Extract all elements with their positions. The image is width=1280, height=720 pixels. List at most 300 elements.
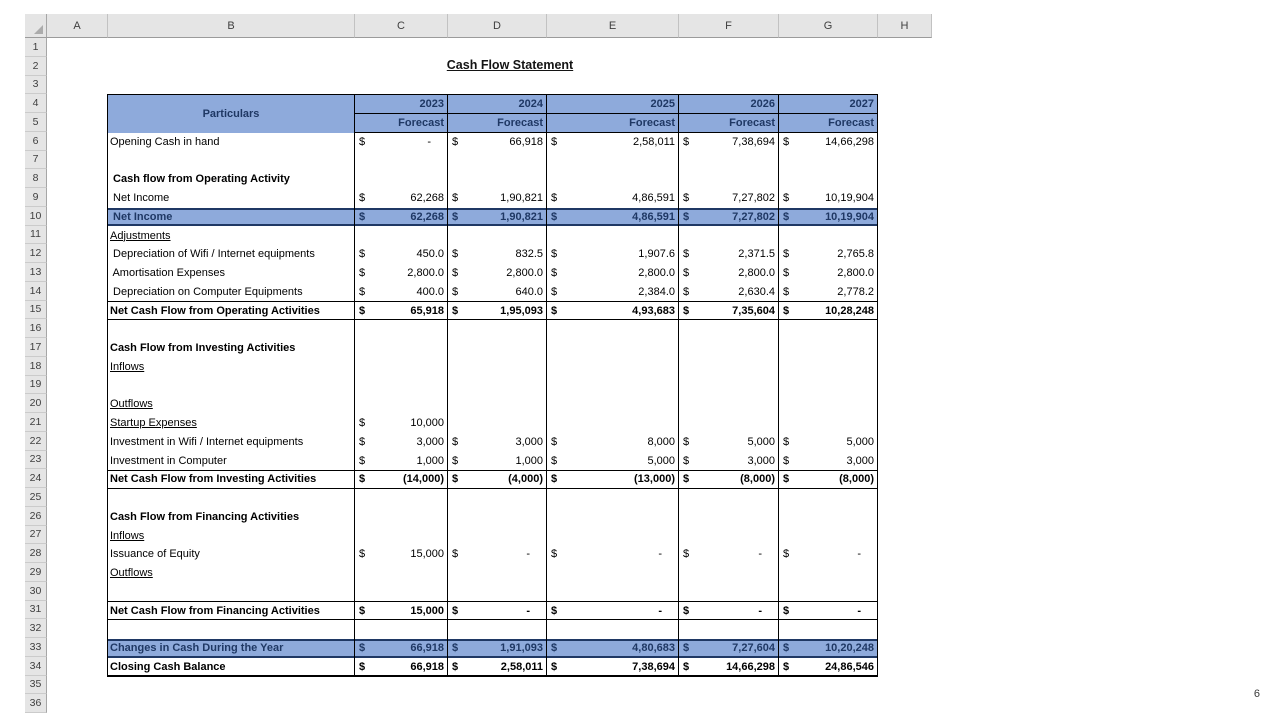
dollar-sign: $ — [452, 192, 459, 205]
dollar-sign: $ — [683, 548, 690, 561]
row-header-21[interactable]: 21 — [25, 413, 47, 432]
cell-value: - — [758, 548, 762, 561]
cell-B6[interactable]: Opening Cash in hand — [110, 135, 220, 148]
cell-F11[interactable] — [678, 226, 778, 245]
cell-value: 5,000 — [747, 435, 775, 448]
cell-E11[interactable] — [546, 226, 678, 245]
cell-C19[interactable] — [354, 376, 447, 395]
cell-D11[interactable] — [447, 226, 546, 245]
row-header-17[interactable]: 17 — [25, 338, 47, 357]
dollar-sign: $ — [452, 304, 459, 317]
cell-G17[interactable] — [778, 339, 877, 358]
cell-E30[interactable] — [546, 583, 678, 602]
cell-D21[interactable] — [447, 414, 546, 433]
cell-E34[interactable] — [546, 658, 678, 677]
cell-value: 5,000 — [647, 454, 675, 467]
cell-G22[interactable] — [778, 433, 877, 452]
cell-E32[interactable] — [546, 620, 678, 639]
cell-G34[interactable] — [778, 658, 877, 677]
cell-G28[interactable] — [778, 545, 877, 564]
table-row-13 — [108, 264, 877, 283]
cell-value: 66,918 — [410, 642, 444, 655]
table-row-34 — [108, 658, 877, 677]
cell-C21[interactable] — [354, 414, 447, 433]
cell-D29[interactable] — [447, 564, 546, 583]
row-header-29[interactable]: 29 — [25, 563, 47, 582]
dollar-sign: $ — [359, 417, 366, 430]
cell-C15[interactable] — [354, 301, 447, 320]
cell-F24[interactable] — [678, 470, 778, 489]
cell-B11[interactable]: Adjustments — [110, 229, 171, 242]
cell-G15[interactable] — [778, 301, 877, 320]
cell-D17[interactable] — [447, 339, 546, 358]
cell-F10[interactable] — [678, 208, 778, 227]
select-all-triangle-icon — [34, 25, 43, 34]
cell-B18[interactable]: Inflows — [110, 360, 145, 373]
dollar-sign: $ — [783, 642, 790, 655]
cell-D6[interactable] — [447, 133, 546, 152]
cell-G13[interactable] — [778, 264, 877, 283]
row-header-2[interactable]: 2 — [25, 57, 47, 76]
dollar-sign: $ — [452, 642, 459, 655]
row-header-10[interactable]: 10 — [25, 207, 47, 226]
row-header-30[interactable]: 30 — [25, 582, 47, 601]
dollar-sign: $ — [452, 435, 459, 448]
row-header-24[interactable]: 24 — [25, 469, 47, 488]
dollar-sign: $ — [359, 267, 366, 280]
row-header-7[interactable]: 7 — [25, 151, 47, 170]
cell-F13[interactable] — [678, 264, 778, 283]
cell-E33[interactable] — [546, 639, 678, 658]
cell-value: 66,918 — [410, 660, 444, 673]
cell-value: - — [526, 604, 530, 617]
cell-value: 2,800.0 — [638, 267, 675, 280]
cell-D24[interactable] — [447, 470, 546, 489]
cell-B32[interactable] — [108, 620, 354, 639]
row-header-20[interactable]: 20 — [25, 394, 47, 413]
cell-G12[interactable] — [778, 245, 877, 264]
row-header-15[interactable]: 15 — [25, 301, 47, 320]
cell-E15[interactable] — [546, 301, 678, 320]
forecast-header-row — [354, 114, 877, 133]
cell-C23[interactable] — [354, 451, 447, 470]
row-header-column — [25, 38, 47, 713]
row-header-14[interactable]: 14 — [25, 282, 47, 301]
cell-G21[interactable] — [778, 414, 877, 433]
cell-C6[interactable] — [354, 133, 447, 152]
cell-C22[interactable] — [354, 433, 447, 452]
cell-C9[interactable] — [354, 189, 447, 208]
cell-E8[interactable] — [546, 170, 678, 189]
particulars-header-cell[interactable]: Particulars — [202, 107, 260, 120]
cells-area — [47, 38, 957, 718]
cell-C30[interactable] — [354, 583, 447, 602]
row-header-11[interactable]: 11 — [25, 226, 47, 245]
select-all-corner[interactable] — [25, 14, 47, 38]
cell-B14[interactable]: Depreciation on Computer Equipments — [110, 285, 303, 298]
cell-B27[interactable]: Inflows — [110, 529, 145, 542]
cell-D9[interactable] — [447, 189, 546, 208]
cell-value: (14,000) — [403, 473, 444, 486]
row-header-16[interactable]: 16 — [25, 319, 47, 338]
cell-D22[interactable] — [447, 433, 546, 452]
cell-C14[interactable] — [354, 283, 447, 302]
cell-value: 7,35,604 — [732, 304, 775, 317]
cell-F32[interactable] — [678, 620, 778, 639]
dollar-sign: $ — [452, 454, 459, 467]
cell-value: 3,000 — [515, 435, 543, 448]
cell-C13[interactable] — [354, 264, 447, 283]
cell-E20[interactable] — [546, 395, 678, 414]
cell-C34[interactable] — [354, 658, 447, 677]
cell-B30[interactable] — [108, 583, 354, 602]
cell-value: 2,58,011 — [632, 135, 675, 148]
cell-B26[interactable]: Cash Flow from Financing Activities — [110, 510, 300, 523]
row-header-19[interactable]: 19 — [25, 376, 47, 395]
cell-B34[interactable]: Closing Cash Balance — [110, 660, 226, 673]
cell-D10[interactable] — [447, 208, 546, 227]
cell-F20[interactable] — [678, 395, 778, 414]
row-header-36[interactable]: 36 — [25, 694, 47, 713]
cell-D23[interactable] — [447, 451, 546, 470]
cell-value: - — [658, 548, 662, 561]
cell-D25[interactable] — [447, 489, 546, 508]
cell-D8[interactable] — [447, 170, 546, 189]
cell-F16[interactable] — [678, 320, 778, 339]
col-header-H[interactable]: H — [878, 14, 932, 38]
dollar-sign: $ — [783, 267, 790, 280]
cell-D20[interactable] — [447, 395, 546, 414]
cell-value: 1,000 — [416, 454, 444, 467]
cell-E27[interactable] — [546, 526, 678, 545]
cell-value: 3,000 — [846, 454, 874, 467]
cell-B31[interactable]: Net Cash Flow from Financing Activities — [110, 604, 320, 617]
cell-F21[interactable] — [678, 414, 778, 433]
cell-E23[interactable] — [546, 451, 678, 470]
row-header-23[interactable]: 23 — [25, 451, 47, 470]
cell-value: 24,86,546 — [825, 660, 874, 673]
cell-F25[interactable] — [678, 489, 778, 508]
col-header-G[interactable]: G — [779, 14, 878, 38]
cell-C17[interactable] — [354, 339, 447, 358]
cell-D14[interactable] — [447, 283, 546, 302]
dollar-sign: $ — [783, 192, 790, 205]
cell-G9[interactable] — [778, 189, 877, 208]
col-header-A[interactable]: A — [47, 14, 108, 38]
cell-E13[interactable] — [546, 264, 678, 283]
dollar-sign: $ — [359, 135, 366, 148]
cell-C10[interactable] — [354, 208, 447, 227]
col-header-B[interactable]: B — [108, 14, 355, 38]
cell-E26[interactable] — [546, 508, 678, 527]
row-header-31[interactable]: 31 — [25, 601, 47, 620]
cell-F30[interactable] — [678, 583, 778, 602]
cell-D34[interactable] — [447, 658, 546, 677]
cell-B20[interactable]: Outflows — [110, 398, 153, 411]
row-header-27[interactable]: 27 — [25, 526, 47, 545]
cell-F34[interactable] — [678, 658, 778, 677]
forecast-header-2023[interactable]: Forecast — [354, 114, 447, 133]
cell-F19[interactable] — [678, 376, 778, 395]
dollar-sign: $ — [683, 135, 690, 148]
table-row-27 — [108, 526, 877, 545]
cell-F12[interactable] — [678, 245, 778, 264]
table-row-8 — [108, 170, 877, 189]
table-row-31 — [108, 601, 877, 620]
cell-B16[interactable] — [108, 320, 354, 339]
cell-D16[interactable] — [447, 320, 546, 339]
cell-G31[interactable] — [778, 601, 877, 620]
cell-G30[interactable] — [778, 583, 877, 602]
cell-D30[interactable] — [447, 583, 546, 602]
cell-E31[interactable] — [546, 601, 678, 620]
cell-B8[interactable]: Cash flow from Operating Activity — [110, 173, 290, 186]
cell-E21[interactable] — [546, 414, 678, 433]
year-header-2027[interactable]: 2027 — [778, 95, 877, 114]
cell-value: 2,800.0 — [837, 267, 874, 280]
dollar-sign: $ — [359, 248, 366, 261]
dollar-sign: $ — [452, 604, 459, 617]
cell-G32[interactable] — [778, 620, 877, 639]
cell-F7[interactable] — [678, 151, 778, 170]
cell-E28[interactable] — [546, 545, 678, 564]
cell-value: 7,27,802 — [732, 210, 775, 223]
cell-value: 2,800.0 — [738, 267, 775, 280]
row-header-6[interactable]: 6 — [25, 132, 47, 151]
cell-C25[interactable] — [354, 489, 447, 508]
cell-E29[interactable] — [546, 564, 678, 583]
cell-G24[interactable] — [778, 470, 877, 489]
cell-value: 3,000 — [747, 454, 775, 467]
cell-B7[interactable] — [108, 151, 354, 170]
cell-E17[interactable] — [546, 339, 678, 358]
row-header-13[interactable]: 13 — [25, 263, 47, 282]
year-header-2026[interactable]: 2026 — [678, 95, 778, 114]
cell-G25[interactable] — [778, 489, 877, 508]
dollar-sign: $ — [683, 435, 690, 448]
cell-B28[interactable]: Issuance of Equity — [110, 548, 200, 561]
dollar-sign: $ — [551, 660, 558, 673]
dollar-sign: $ — [783, 435, 790, 448]
cell-G33[interactable] — [778, 639, 877, 658]
cell-value: 14,66,298 — [726, 660, 775, 673]
cell-C8[interactable] — [354, 170, 447, 189]
row-header-25[interactable]: 25 — [25, 488, 47, 507]
cell-C7[interactable] — [354, 151, 447, 170]
cell-value: 2,371.5 — [738, 248, 775, 261]
cell-F29[interactable] — [678, 564, 778, 583]
cell-C29[interactable] — [354, 564, 447, 583]
cell-E14[interactable] — [546, 283, 678, 302]
cell-D7[interactable] — [447, 151, 546, 170]
dollar-sign: $ — [452, 548, 459, 561]
cell-B15[interactable]: Net Cash Flow from Operating Activities — [110, 304, 320, 317]
cell-G11[interactable] — [778, 226, 877, 245]
year-header-2024[interactable]: 2024 — [447, 95, 546, 114]
cell-C28[interactable] — [354, 545, 447, 564]
row-header-9[interactable]: 9 — [25, 188, 47, 207]
cell-B25[interactable] — [108, 489, 354, 508]
cell-C26[interactable] — [354, 508, 447, 527]
cell-G27[interactable] — [778, 526, 877, 545]
dollar-sign: $ — [683, 604, 690, 617]
cell-F26[interactable] — [678, 508, 778, 527]
cell-B22[interactable]: Investment in Wifi / Internet equipments — [110, 435, 304, 448]
year-header-2023[interactable]: 2023 — [354, 95, 447, 114]
cell-value: 10,000 — [410, 417, 444, 430]
cell-C12[interactable] — [354, 245, 447, 264]
cell-value: 15,000 — [410, 548, 444, 561]
cell-value: 10,20,248 — [825, 642, 874, 655]
cell-D19[interactable] — [447, 376, 546, 395]
cell-E6[interactable] — [546, 133, 678, 152]
row-header-34[interactable]: 34 — [25, 657, 47, 676]
row-header-22[interactable]: 22 — [25, 432, 47, 451]
cell-D13[interactable] — [447, 264, 546, 283]
cell-F15[interactable] — [678, 301, 778, 320]
table-row-23 — [108, 451, 877, 470]
cell-value: 2,800.0 — [407, 267, 444, 280]
cell-B24[interactable]: Net Cash Flow from Investing Activities — [110, 473, 317, 486]
cell-B23[interactable]: Investment in Computer — [110, 454, 227, 467]
cell-G16[interactable] — [778, 320, 877, 339]
cell-B12[interactable]: Depreciation of Wifi / Internet equipments — [110, 248, 315, 261]
forecast-header-2025[interactable]: Forecast — [546, 114, 678, 133]
cell-G19[interactable] — [778, 376, 877, 395]
col-header-C[interactable]: C — [355, 14, 448, 38]
cell-C18[interactable] — [354, 358, 447, 377]
row-header-1[interactable]: 1 — [25, 38, 47, 57]
cell-B17[interactable]: Cash Flow from Investing Activities — [110, 342, 296, 355]
cell-D12[interactable] — [447, 245, 546, 264]
forecast-header-2026[interactable]: Forecast — [678, 114, 778, 133]
cell-D27[interactable] — [447, 526, 546, 545]
table-row-20 — [108, 395, 877, 414]
dollar-sign: $ — [452, 473, 459, 486]
cell-F27[interactable] — [678, 526, 778, 545]
row-header-3[interactable]: 3 — [25, 76, 47, 95]
cell-C24[interactable] — [354, 470, 447, 489]
cell-C11[interactable] — [354, 226, 447, 245]
col-header-F[interactable]: F — [679, 14, 779, 38]
cell-F31[interactable] — [678, 601, 778, 620]
cell-B10[interactable]: Net Income — [110, 210, 173, 223]
cell-E7[interactable] — [546, 151, 678, 170]
cell-G26[interactable] — [778, 508, 877, 527]
cell-E25[interactable] — [546, 489, 678, 508]
cell-E12[interactable] — [546, 245, 678, 264]
row-header-18[interactable]: 18 — [25, 357, 47, 376]
cell-C27[interactable] — [354, 526, 447, 545]
cell-F23[interactable] — [678, 451, 778, 470]
row-header-12[interactable]: 12 — [25, 244, 47, 263]
row-header-33[interactable]: 33 — [25, 638, 47, 657]
forecast-header-2024[interactable]: Forecast — [447, 114, 546, 133]
cell-G7[interactable] — [778, 151, 877, 170]
cell-B29[interactable]: Outflows — [110, 567, 153, 580]
table-row-12 — [108, 245, 877, 264]
cell-value: - — [758, 604, 762, 617]
table-row-9 — [108, 189, 877, 208]
cell-B21[interactable]: Startup Expenses — [110, 417, 197, 430]
cell-D15[interactable] — [447, 301, 546, 320]
cell-F6[interactable] — [678, 133, 778, 152]
col-header-E[interactable]: E — [547, 14, 679, 38]
cell-G20[interactable] — [778, 395, 877, 414]
cell-G14[interactable] — [778, 283, 877, 302]
row-header-28[interactable]: 28 — [25, 544, 47, 563]
dollar-sign: $ — [683, 285, 690, 298]
cell-E10[interactable] — [546, 208, 678, 227]
cell-F17[interactable] — [678, 339, 778, 358]
cell-value: 1,000 — [515, 454, 543, 467]
row-header-35[interactable]: 35 — [25, 676, 47, 695]
cell-F18[interactable] — [678, 358, 778, 377]
cell-C33[interactable] — [354, 639, 447, 658]
cell-value: 1,907.6 — [638, 248, 675, 261]
cell-D26[interactable] — [447, 508, 546, 527]
cell-E18[interactable] — [546, 358, 678, 377]
cell-C31[interactable] — [354, 601, 447, 620]
cell-F28[interactable] — [678, 545, 778, 564]
row-header-8[interactable]: 8 — [25, 169, 47, 188]
cell-F33[interactable] — [678, 639, 778, 658]
dollar-sign: $ — [551, 135, 558, 148]
row-header-5[interactable]: 5 — [25, 113, 47, 132]
cell-D18[interactable] — [447, 358, 546, 377]
sheet-title[interactable]: Cash Flow Statement — [446, 58, 574, 72]
page-number: 6 — [1253, 688, 1260, 700]
cell-C20[interactable] — [354, 395, 447, 414]
row-header-26[interactable]: 26 — [25, 507, 47, 526]
cell-F8[interactable] — [678, 170, 778, 189]
cell-E19[interactable] — [546, 376, 678, 395]
cell-F9[interactable] — [678, 189, 778, 208]
cell-E16[interactable] — [546, 320, 678, 339]
forecast-header-2027[interactable]: Forecast — [778, 114, 877, 133]
cell-G8[interactable] — [778, 170, 877, 189]
row-header-4[interactable]: 4 — [25, 94, 47, 113]
cell-C16[interactable] — [354, 320, 447, 339]
cell-D28[interactable] — [447, 545, 546, 564]
row-header-32[interactable]: 32 — [25, 619, 47, 638]
cell-D32[interactable] — [447, 620, 546, 639]
cell-G29[interactable] — [778, 564, 877, 583]
cell-value: 62,268 — [410, 210, 444, 223]
cell-F22[interactable] — [678, 433, 778, 452]
cell-D31[interactable] — [447, 601, 546, 620]
cell-B19[interactable] — [108, 376, 354, 395]
cell-B9[interactable]: Net Income — [110, 192, 170, 205]
cell-E9[interactable] — [546, 189, 678, 208]
cell-G10[interactable] — [778, 208, 877, 227]
cell-G23[interactable] — [778, 451, 877, 470]
dollar-sign: $ — [359, 642, 366, 655]
cell-B33[interactable]: Changes in Cash During the Year — [110, 642, 284, 655]
cell-G6[interactable] — [778, 133, 877, 152]
cell-G18[interactable] — [778, 358, 877, 377]
cell-C32[interactable] — [354, 620, 447, 639]
col-header-D[interactable]: D — [448, 14, 547, 38]
cell-F14[interactable] — [678, 283, 778, 302]
cell-E24[interactable] — [546, 470, 678, 489]
cell-D33[interactable] — [447, 639, 546, 658]
cell-B13[interactable]: Amortisation Expenses — [110, 267, 225, 280]
cell-value: (8,000) — [740, 473, 775, 486]
year-header-2025[interactable]: 2025 — [546, 95, 678, 114]
cell-value: 2,384.0 — [638, 285, 675, 298]
cell-E22[interactable] — [546, 433, 678, 452]
